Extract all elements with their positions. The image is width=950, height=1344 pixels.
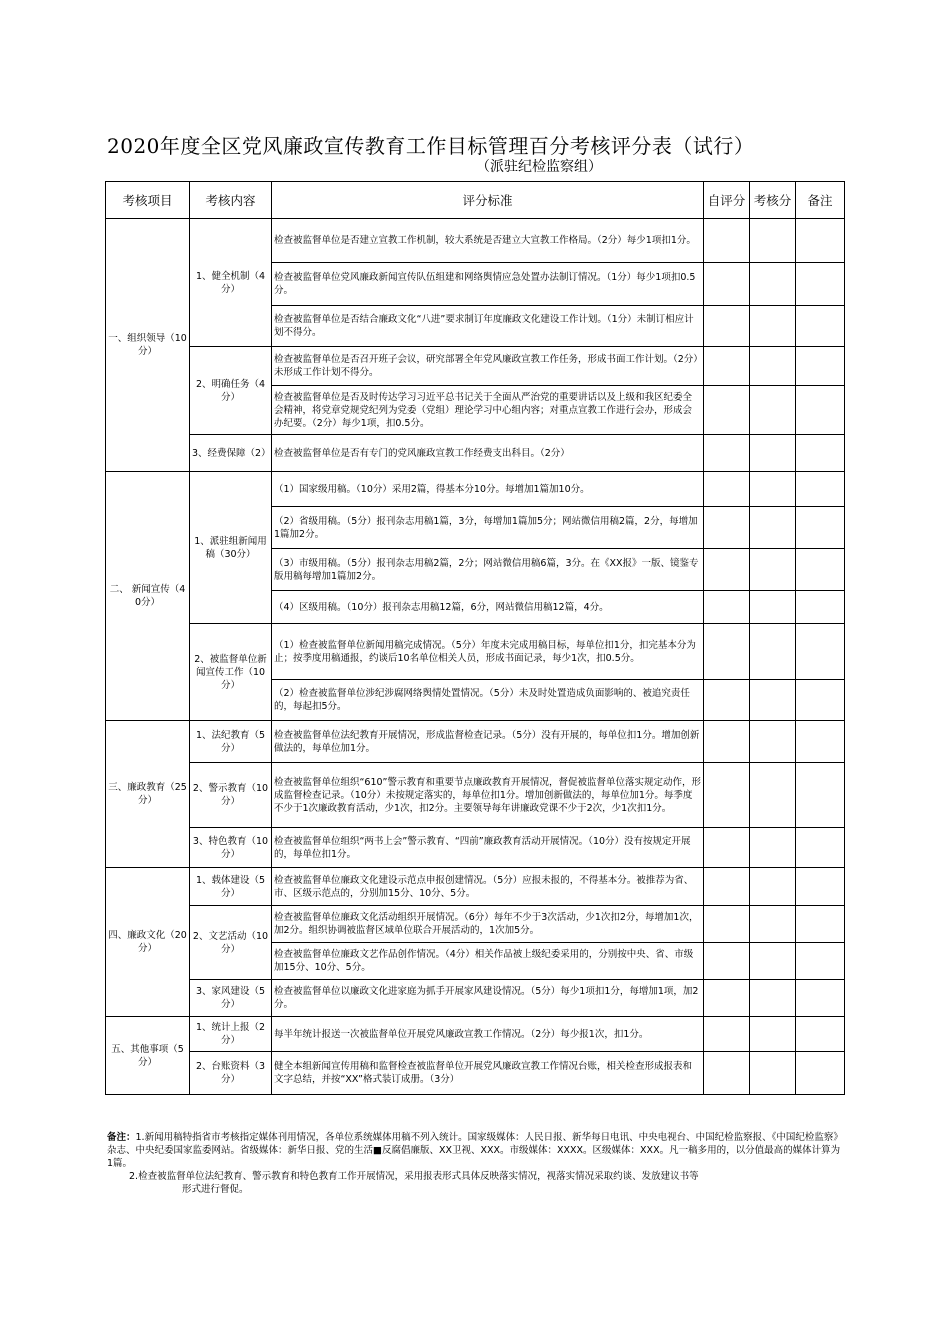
content-cell: 2、文艺活动（10分） (190, 906, 272, 980)
self-score-cell[interactable] (704, 721, 750, 763)
table-header-row (106, 182, 845, 219)
remarks-cell[interactable] (796, 1052, 845, 1095)
content-cell: 1、法纪教育（5分） (190, 721, 272, 763)
remarks-cell[interactable] (796, 980, 845, 1017)
table-row (106, 472, 845, 507)
self-score-cell[interactable] (704, 868, 750, 906)
self-score-cell[interactable] (704, 306, 750, 347)
table-row (106, 763, 845, 828)
remarks-cell[interactable] (796, 386, 845, 435)
note-1-text: 1.新闻用稿特指省市考核指定媒体刊用情况，各单位系统媒体用稿不列入统计。国家级媒体：人民日报、新华每日电讯、中央电视台、中国纪检监察报、《中国纪检监察》杂志、中央纪委国家监委网站。省级媒体：新华日报、党的生活■反腐倡廉版、XX卫视、XXX。市级媒体：XXXX。区级媒体：XXX。凡一稿多用的，以分值最高的媒体计算为1篇。 (107, 1132, 841, 1169)
note-2: 2.检查被监督单位法纪教育、警示教育和特色教育工作开展情况，采用报表形式具体反映落实情况，视落实情况采取约谈、发放建议书等 (129, 1171, 699, 1182)
self-score-cell[interactable] (704, 680, 750, 721)
table-row (106, 868, 845, 906)
self-score-cell[interactable] (704, 347, 750, 386)
criteria-cell: （1）检查被监督单位新闻用稿完成情况。（5分）年度未完成用稿目标，每单位扣1分，扣完基本分为止；按季度用稿通报，约谈后10名单位相关人员，形成书面记录，每少1次，扣0.5分。 (272, 624, 704, 680)
notes-label: 备注： (107, 1132, 136, 1143)
self-score-cell[interactable] (704, 591, 750, 624)
review-score-cell[interactable] (750, 943, 796, 980)
content-cell: 3、特色教育（10分） (190, 828, 272, 868)
remarks-cell[interactable] (796, 828, 845, 868)
criteria-cell: 检查被监督单位是否召开班子会议，研究部署全年党风廉政宣教工作任务，形成书面工作计划。（2分）未形成工作计划不得分。 (272, 347, 704, 386)
project-cell: 二、 新闻宣传（40分） (106, 472, 190, 721)
table-row (106, 435, 845, 472)
table-row (106, 906, 845, 943)
remarks-cell[interactable] (796, 943, 845, 980)
remarks-cell[interactable] (796, 219, 845, 263)
review-score-cell[interactable] (750, 263, 796, 306)
criteria-cell: 检查被监督单位是否及时传达学习习近平总书记关于全面从严治党的重要讲话以及上级和我区纪委全会精神，将党章党规党纪列为党委（党组）理论学习中心组内容；对重点宣教工作进行会办，形成会办纪要。（2分）每少1项，扣0.5分。 (272, 386, 704, 435)
criteria-cell: 检查被监督单位是否有专门的党风廉政宣教工作经费支出科目。（2分） (272, 435, 704, 472)
review-score-cell[interactable] (750, 624, 796, 680)
review-score-cell[interactable] (750, 386, 796, 435)
content-cell: 2、被监督单位新闻宣传工作（10分） (190, 624, 272, 721)
content-cell: 3、家风建设（5分） (190, 980, 272, 1017)
table-row (106, 624, 845, 680)
self-score-cell[interactable] (704, 472, 750, 507)
table-row (106, 721, 845, 763)
remarks-cell[interactable] (796, 721, 845, 763)
content-cell: 3、经费保障（2） (190, 435, 272, 472)
self-score-cell[interactable] (704, 828, 750, 868)
criteria-cell: 检查被监督单位廉政文艺作品创作情况。（4分）相关作品被上级纪委采用的，分别按中央、省、市级加15分、10分、5分。 (272, 943, 704, 980)
self-score-cell[interactable] (704, 943, 750, 980)
review-score-cell[interactable] (750, 347, 796, 386)
self-score-cell[interactable] (704, 386, 750, 435)
review-score-cell[interactable] (750, 828, 796, 868)
criteria-cell: （2）省级用稿。（5分）报刊杂志用稿1篇，3分，每增加1篇加5分；网站微信用稿2篇，2分，每增加1篇加2分。 (272, 507, 704, 549)
criteria-cell: 检查被监督单位法纪教育开展情况，形成监督检查记录。（5分）没有开展的，每单位扣1分。增加创新做法的，每单位加1分。 (272, 721, 704, 763)
table-row (106, 347, 845, 386)
header-remarks: 备注 (796, 182, 845, 219)
criteria-cell: （2）检查被监督单位涉纪涉腐网络舆情处置情况。（5分）未及时处置造成负面影响的、被追究责任的，每起扣5分。 (272, 680, 704, 721)
review-score-cell[interactable] (750, 507, 796, 549)
criteria-cell: 健全本组新闻宣传用稿和监督检查被监督单位开展党风廉政宣教工作情况台账，相关检查形成报表和文字总结，并按“XX”格式装订成册。（3分） (272, 1052, 704, 1095)
table-row (106, 828, 845, 868)
criteria-cell: 检查被监督单位以廉政文化进家庭为抓手开展家风建设情况。（5分）每少1项扣1分，每增加1项，加2分。 (272, 980, 704, 1017)
review-score-cell[interactable] (750, 906, 796, 943)
criteria-cell: 检查被监督单位廉政文化活动组织开展情况。（6分）每年不少于3次活动，少1次扣2分，每增加1次，加2分。组织协调被监督区域单位联合开展活动的，1次加5分。 (272, 906, 704, 943)
review-score-cell[interactable] (750, 980, 796, 1017)
self-score-cell[interactable] (704, 763, 750, 828)
header-review-score: 考核分 (750, 182, 796, 219)
page-subtitle: （派驻纪检监察组） (476, 159, 602, 175)
review-score-cell[interactable] (750, 219, 796, 263)
remarks-cell[interactable] (796, 347, 845, 386)
scoring-table (105, 181, 845, 1095)
table-row (106, 1017, 845, 1052)
criteria-cell: 检查被监督单位是否建立宣教工作机制，较大系统是否建立大宣教工作格局。（2分）每少1项扣1分。 (272, 219, 704, 263)
criteria-cell: 每半年统计报送一次被监督单位开展党风廉政宣教工作情况。（2分）每少报1次，扣1分。 (272, 1017, 704, 1052)
header-self-score: 自评分 (704, 182, 750, 219)
remarks-cell[interactable] (796, 507, 845, 549)
remarks-cell[interactable] (796, 763, 845, 828)
header-content: 考核内容 (190, 182, 272, 219)
header-criteria: 评分标准 (272, 182, 704, 219)
remarks-cell[interactable] (796, 549, 845, 591)
review-score-cell[interactable] (750, 1017, 796, 1052)
criteria-cell: （3）市级用稿。（5分）报刊杂志用稿2篇，2分；网站微信用稿6篇，3分。在《XX报》一版、镜鉴专版用稿每增加1篇加2分。 (272, 549, 704, 591)
review-score-cell[interactable] (750, 306, 796, 347)
remarks-cell[interactable] (796, 435, 845, 472)
remarks-cell[interactable] (796, 624, 845, 680)
content-cell: 1、载体建设（5分） (190, 868, 272, 906)
remarks-cell[interactable] (796, 1017, 845, 1052)
project-cell: 四、廉政文化（20分） (106, 868, 190, 1017)
content-cell: 2、警示教育（10分） (190, 763, 272, 828)
self-score-cell[interactable] (704, 549, 750, 591)
project-cell: 一、组织领导（10分） (106, 219, 190, 472)
self-score-cell[interactable] (704, 435, 750, 472)
review-score-cell[interactable] (750, 1052, 796, 1095)
remarks-cell[interactable] (796, 306, 845, 347)
review-score-cell[interactable] (750, 472, 796, 507)
review-score-cell[interactable] (750, 680, 796, 721)
project-cell: 五、其他事项（5分） (106, 1017, 190, 1095)
self-score-cell[interactable] (704, 1052, 750, 1095)
self-score-cell[interactable] (704, 906, 750, 943)
remarks-cell[interactable] (796, 591, 845, 624)
criteria-cell: 检查被监督单位是否结合廉政文化“八进”要求制订年度廉政文化建设工作计划。（1分）未制订相应计划不得分。 (272, 306, 704, 347)
criteria-cell: （4）区级用稿。（10分）报刊杂志用稿12篇，6分，网站微信用稿12篇，4分。 (272, 591, 704, 624)
criteria-cell: 检查被监督单位党风廉政新闻宣传队伍组建和网络舆情应急处置办法制订情况。（1分）每少1项扣0.5分。 (272, 263, 704, 306)
note-2-continuation: 形式进行督促。 (182, 1184, 249, 1195)
header-project: 考核项目 (106, 182, 190, 219)
remarks-cell[interactable] (796, 868, 845, 906)
self-score-cell[interactable] (704, 219, 750, 263)
table-row (106, 1052, 845, 1095)
self-score-cell[interactable] (704, 980, 750, 1017)
criteria-cell: （1）国家级用稿。（10分）采用2篇，得基本分10分。每增加1篇加10分。 (272, 472, 704, 507)
remarks-cell[interactable] (796, 263, 845, 306)
review-score-cell[interactable] (750, 721, 796, 763)
criteria-cell: 检查被监督单位廉政文化建设示范点申报创建情况。（5分）应报未报的，不得基本分。被推荐为省、市、区级示范点的，分别加15分、10分、5分。 (272, 868, 704, 906)
review-score-cell[interactable] (750, 763, 796, 828)
review-score-cell[interactable] (750, 591, 796, 624)
remarks-cell[interactable] (796, 906, 845, 943)
note-1 (107, 1131, 842, 1170)
notes (107, 1131, 842, 1196)
self-score-cell[interactable] (704, 507, 750, 549)
project-cell: 三、廉政教育（25分） (106, 721, 190, 868)
content-cell: 1、派驻组新闻用稿（30分） (190, 472, 272, 624)
table-row (106, 219, 845, 263)
content-cell: 2、明确任务（4分） (190, 347, 272, 435)
content-cell: 1、统计上报（2分） (190, 1017, 272, 1052)
self-score-cell[interactable] (704, 624, 750, 680)
content-cell: 2、台账资料（3分） (190, 1052, 272, 1095)
remarks-cell[interactable] (796, 472, 845, 507)
criteria-cell: 检查被监督单位组织“两书上会”警示教育、“四前”廉政教育活动开展情况。（10分）没有按规定开展的，每单位扣1分。 (272, 828, 704, 868)
table-row (106, 980, 845, 1017)
self-score-cell[interactable] (704, 263, 750, 306)
criteria-cell: 检查被监督单位组织“610”警示教育和重要节点廉政教育开展情况，督促被监督单位落实规定动作，形成监督检查记录。（10分）未按规定落实的，每单位扣1分。增加创新做法的，每单位加1分。每季度不少于1次廉政教育活动，少1次，扣2分。主要领导每年讲廉政党课不少于2次，少1次扣1分。 (272, 763, 704, 828)
page-title: 2020年度全区党风廉政宣传教育工作目标管理百分考核评分表（试行） (107, 134, 755, 158)
content-cell: 1、健全机制（4分） (190, 219, 272, 347)
review-score-cell[interactable] (750, 868, 796, 906)
review-score-cell[interactable] (750, 435, 796, 472)
remarks-cell[interactable] (796, 680, 845, 721)
self-score-cell[interactable] (704, 1017, 750, 1052)
review-score-cell[interactable] (750, 549, 796, 591)
